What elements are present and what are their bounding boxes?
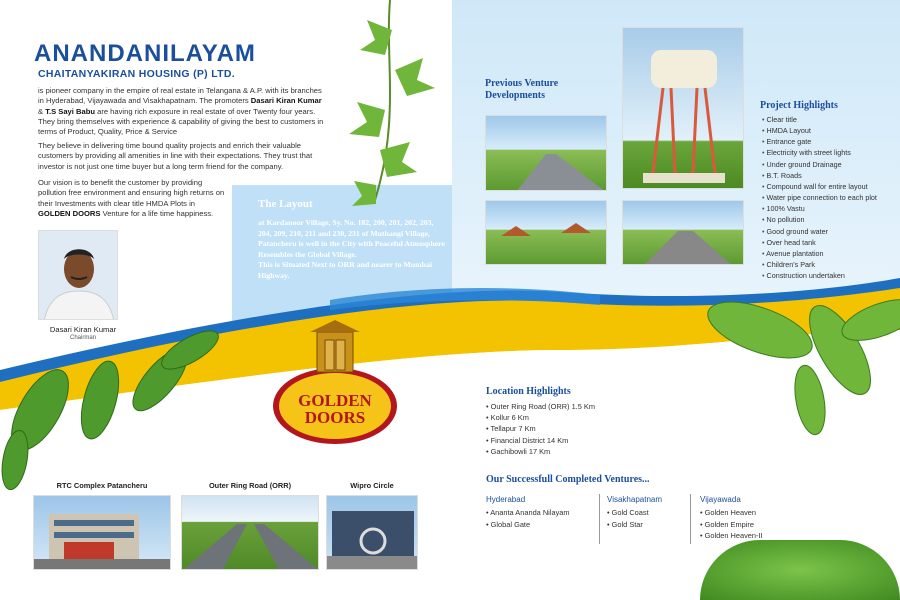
caption-wipro: Wipro Circle	[350, 481, 394, 490]
ventures-visakhapatnam	[607, 507, 649, 530]
rtc-complex-photo	[33, 495, 171, 570]
previous-ventures-title	[485, 78, 558, 102]
location-item: • Outer Ring Road (ORR) 1.5 Km	[486, 401, 595, 412]
chairman-photo	[38, 230, 118, 320]
chairman-title: Chairman	[69, 335, 96, 341]
venture-item: • Ananta Ananda Nilayam	[486, 507, 570, 519]
logo-text	[290, 392, 380, 426]
highlight-item: • Water pipe connection to each plot	[762, 192, 877, 203]
location-item: • Financial District 14 Km	[486, 435, 595, 446]
ventures-hyderabad	[486, 507, 570, 530]
city-hyderabad: Hyderabad	[486, 495, 526, 504]
highlight-item: • No pollution	[762, 214, 877, 225]
previous-title-1: Previous Venture	[485, 78, 559, 89]
location-list	[486, 401, 595, 457]
highlight-item: • Electricity with street lights	[762, 147, 877, 158]
city-vijayawada: Vijayawada	[700, 495, 741, 504]
venture-item: • Golden Empire	[700, 519, 763, 531]
venture-photo-park	[485, 200, 607, 265]
ventures-vijayawada	[700, 507, 763, 542]
caption-rtc: RTC Complex Patancheru	[56, 481, 148, 490]
brand-subtitle: CHAITANYAKIRAN HOUSING (P) LTD.	[38, 68, 235, 80]
location-highlights-title: Location Highlights	[486, 386, 571, 397]
project-highlights-list	[762, 114, 877, 281]
highlight-item: • Avenue plantation	[762, 248, 877, 259]
highlight-item: • HMDA Layout	[762, 125, 877, 136]
venture-item: • Gold Coast	[607, 507, 649, 519]
grass-patch	[700, 540, 900, 600]
intro-text: is pioneer company in the empire of real estate in Telangana & A.P. with its branches in Hyderabad, Vijayawada and Visakhapatnam. The promoters	[38, 86, 322, 106]
location-item: • Kollur 6 Km	[486, 412, 595, 423]
highlight-item: • Construction undertaken	[762, 270, 877, 281]
wipro-circle-photo	[326, 495, 418, 570]
layout-title: The Layout	[258, 198, 313, 210]
chairman-name: Dasari Kiran Kumar	[49, 325, 117, 334]
venture-photo-avenue	[622, 200, 744, 265]
venture-item: • Golden Heaven-II	[700, 530, 763, 542]
divider-1	[599, 494, 600, 544]
promoter-1: Dasari Kiran Kumar	[250, 96, 322, 106]
completed-ventures-title: Our Successfull Completed Ventures...	[486, 474, 650, 485]
orr-photo	[181, 495, 319, 570]
layout-text-2: This is Situated Next to ORR and nearer to Mumbai Highway.	[258, 260, 433, 280]
leaves-left	[0, 330, 230, 490]
divider-2	[690, 494, 691, 544]
vision-text: Our vision is to benefit the customer by providing pollution free environment and ensuring high returns on their Investments with clear title HMDA Plots in	[38, 178, 225, 208]
highlight-item: • Entrance gate	[762, 136, 877, 147]
layout-text-1: at Kardanoor Village, Sy. No. 182, 200, 201, 202, 203, 204, 209, 210, 211 and 230, 231 of Muthangi Village, Patancheru is well in the City with Peaceful Atmosphere Resembles the Global Village.	[258, 218, 445, 259]
highlight-item: • Compound wall for entire layout	[762, 181, 877, 192]
previous-title-2: Developments	[485, 90, 545, 101]
highlight-item: • Clear title	[762, 114, 877, 125]
highlight-item: • B.T. Roads	[762, 170, 877, 181]
project-highlights-title: Project Highlights	[760, 100, 838, 111]
venture-item: • Global Gate	[486, 519, 570, 531]
intro-text-end: are having rich exposure in real estate of over Twenty four years. They bring themselves with experience & capability of giving the best to customers in terms of Product, Quality, Price & Service	[38, 106, 324, 136]
highlight-item: • Good ground water	[762, 226, 877, 237]
leaves-right	[700, 290, 900, 440]
location-item: • Gachibowli 17 Km	[486, 446, 595, 457]
location-item: • Tellapur 7 Km	[486, 423, 595, 434]
beliefs-paragraph: They believe in delivering time bound quality projects and enrich their valuable customers by providing all amenities in line with their expectations. They trust that investor is not just one time buyer but a long term friend for the company.	[38, 141, 313, 171]
golden-doors-logo	[270, 318, 400, 448]
logo-line-1: GOLDEN	[298, 391, 372, 410]
brand-name: ANANDANILAYAM	[34, 40, 256, 67]
caption-orr: Outer Ring Road (ORR)	[208, 481, 292, 490]
highlight-item: • 100% Vastu	[762, 203, 877, 214]
city-visakhapatnam: Visakhapatnam	[607, 495, 662, 504]
venture-item: • Golden Heaven	[700, 507, 763, 519]
intro-paragraph	[38, 86, 328, 137]
ivy-leaves-top	[330, 0, 450, 210]
promoter-2: T.S Sayi Babu	[45, 106, 95, 116]
vision-paragraph	[38, 178, 228, 219]
highlight-item: • Over head tank	[762, 237, 877, 248]
water-tank-photo	[622, 27, 744, 189]
intro-and: &	[38, 106, 46, 116]
logo-line-2: DOORS	[304, 408, 366, 427]
highlight-item: • Under ground Drainage	[762, 159, 877, 170]
venture-name: GOLDEN DOORS	[38, 208, 101, 218]
venture-item: • Gold Star	[607, 519, 649, 531]
highlight-item: • Children's Park	[762, 259, 877, 270]
vision-text-end: Venture for a life time happiness.	[100, 208, 214, 218]
venture-photo-road	[485, 115, 607, 191]
